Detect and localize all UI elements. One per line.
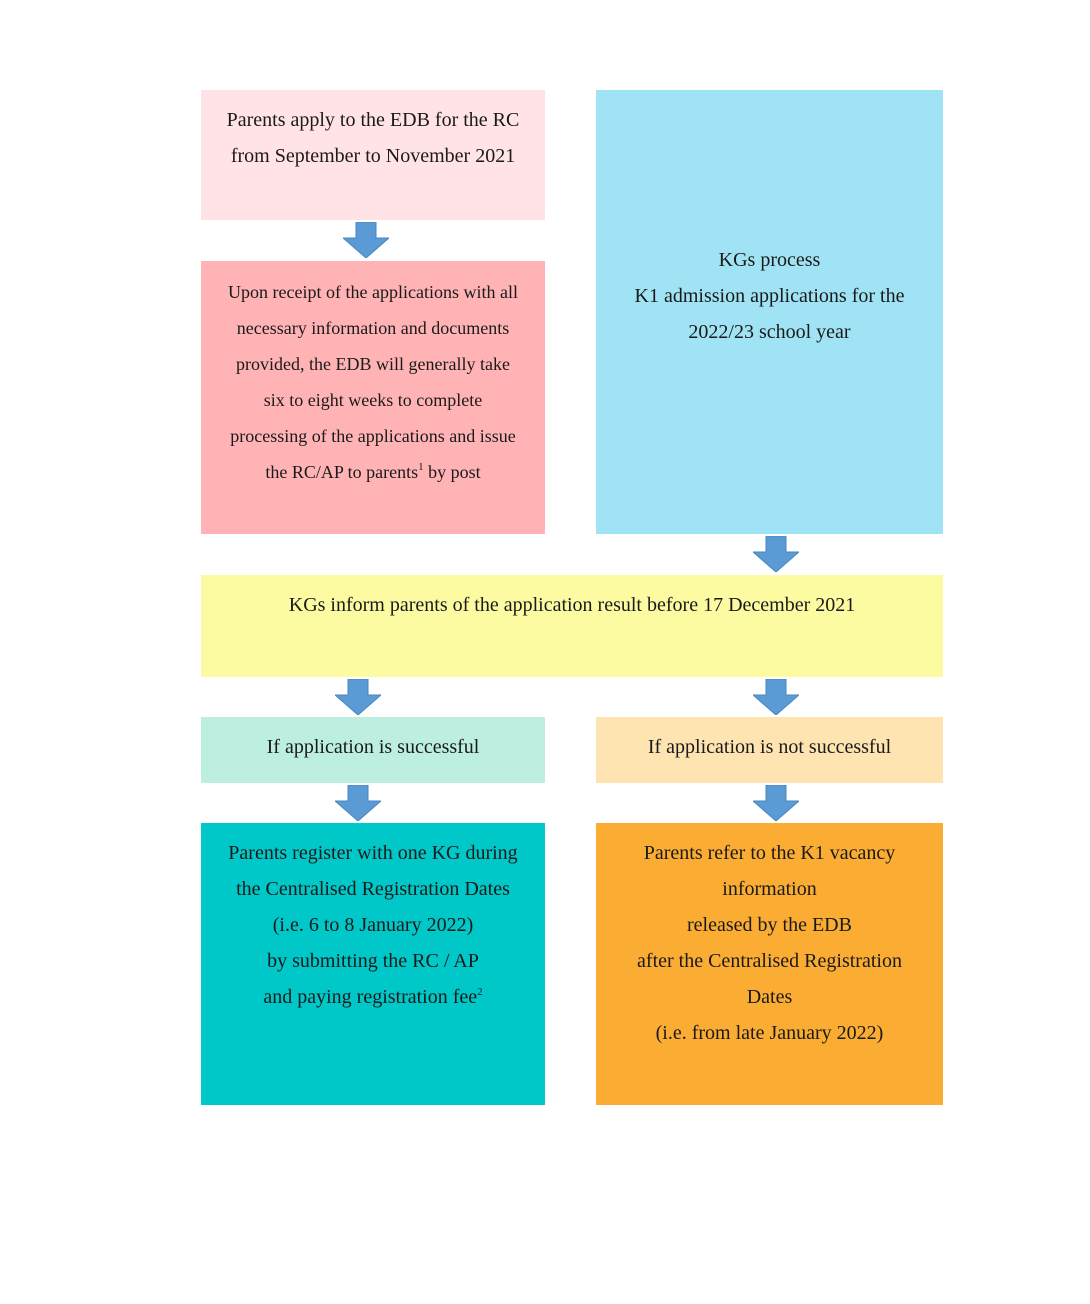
register-step-box (201, 823, 545, 1105)
vacancy-info-text: Parents refer to the K1 vacancy information released by the EDB after the Centralised Registration Dates (i.e. from late January 2022) (637, 842, 902, 1044)
unsuccessful-branch-box (596, 717, 943, 783)
apply-step-box (201, 90, 545, 220)
edb-processing-tail: by post (423, 462, 481, 482)
down-arrow-icon (753, 536, 799, 572)
register-step-text (201, 835, 545, 1015)
register-step-main: Parents register with one KG during the Centralised Registration Dates (i.e. 6 to 8 January 2022) by submitting the RC / AP and paying registration fee (228, 842, 518, 1008)
down-arrow-icon (753, 785, 799, 821)
kg-processing-box (596, 90, 943, 534)
down-arrow-icon (335, 679, 381, 715)
inform-result-text: KGs inform parents of the application result before 17 December 2021 (288, 594, 856, 616)
down-arrow-icon (343, 222, 389, 258)
down-arrow-icon (753, 679, 799, 715)
vacancy-info-box (596, 823, 943, 1105)
footnote-1-marker: 1 (418, 461, 424, 473)
success-branch-box (201, 717, 545, 783)
footnote-2-marker: 2 (477, 986, 483, 998)
kg-processing-text: KGs process K1 admission applications for the 2022/23 school year (634, 249, 905, 343)
edb-processing-text (201, 274, 545, 490)
inform-result-box (201, 575, 943, 677)
down-arrow-icon (335, 785, 381, 821)
edb-processing-box (201, 261, 545, 534)
unsuccessful-branch-text: If application is not successful (647, 736, 892, 758)
apply-step-text: Parents apply to the EDB for the RC from September to November 2021 (226, 109, 520, 167)
edb-processing-main: Upon receipt of the applications with all necessary information and documents provided, the EDB will generally take six to eight weeks to complete processing of the applications and issue the RC/AP to parents (228, 282, 518, 482)
success-branch-text: If application is successful (266, 736, 480, 758)
